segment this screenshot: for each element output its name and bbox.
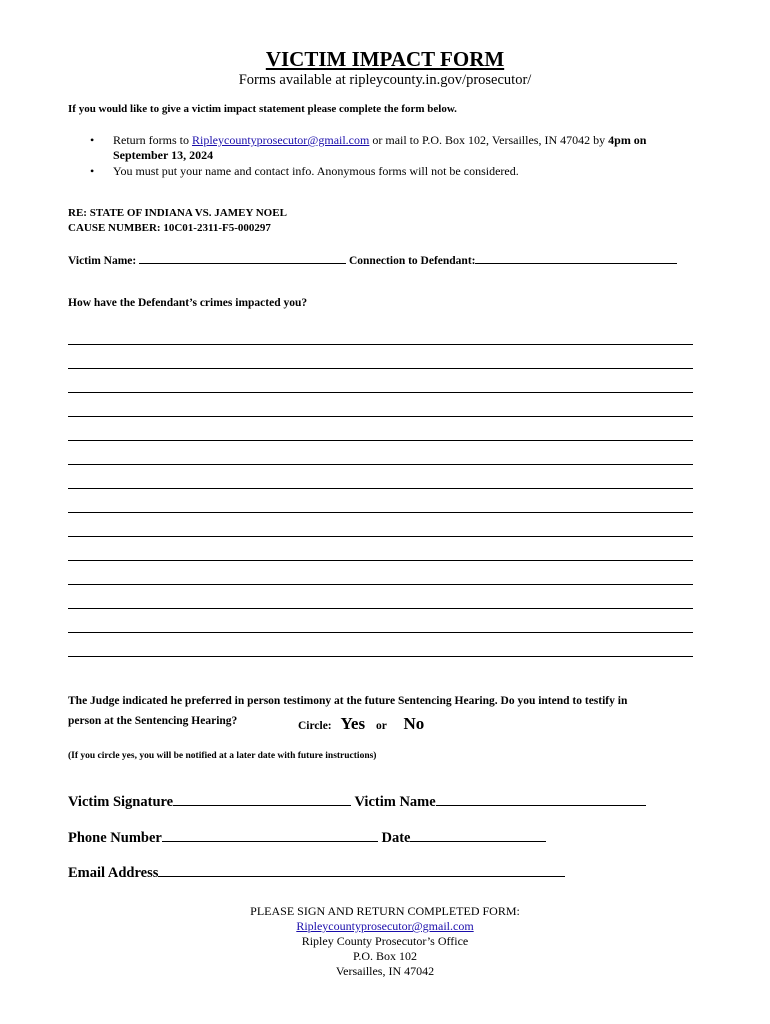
footer-office: Ripley County Prosecutor’s Office xyxy=(301,934,469,948)
phone-field[interactable] xyxy=(162,829,378,842)
bullet-anonymous-note: You must put your name and contact info. Anonymous forms will not be considered. xyxy=(113,164,519,178)
answer-line[interactable] xyxy=(68,608,693,609)
bullet-return-forms xyxy=(113,133,646,148)
victim-name-label-2: Victim Name xyxy=(351,794,436,810)
bullet-icon: • xyxy=(90,133,95,147)
footer-email-link[interactable]: Ripleycountyprosecutor@gmail.com xyxy=(296,919,474,933)
answer-line[interactable] xyxy=(68,440,693,441)
yes-option[interactable]: Yes xyxy=(340,714,366,733)
or-text: or xyxy=(375,720,387,732)
answer-line[interactable] xyxy=(68,656,693,657)
email-link[interactable]: Ripleycountyprosecutor@gmail.com xyxy=(192,133,370,147)
footer-box: P.O. Box 102 xyxy=(352,949,417,963)
footer-email-row xyxy=(0,919,770,934)
bullet-return-prefix: Return forms to xyxy=(113,133,192,147)
phone-date-row xyxy=(68,829,546,847)
date-label: Date xyxy=(377,830,411,846)
testimony-question-line1: The Judge indicated he preferred in person testimony at the future Sentencing Hearing. Do you intend to testify in xyxy=(68,695,628,707)
intro-text: If you would like to give a victim impact statement please complete the form below. xyxy=(68,103,457,115)
victim-signature-field[interactable] xyxy=(173,793,351,806)
impact-question: How have the Defendant’s crimes impacted you? xyxy=(68,297,308,309)
answer-line[interactable] xyxy=(68,344,693,345)
case-caption: RE: STATE OF INDIANA VS. JAMEY NOEL xyxy=(68,207,287,219)
phone-label: Phone Number xyxy=(68,830,162,846)
connection-label: Connection to Defendant: xyxy=(346,255,476,267)
footer-instruction: PLEASE SIGN AND RETURN COMPLETED FORM: xyxy=(250,904,520,918)
no-option[interactable]: No xyxy=(403,714,425,733)
bullet-icon: • xyxy=(90,164,95,178)
signature-row xyxy=(68,793,646,811)
answer-line[interactable] xyxy=(68,584,693,585)
email-row xyxy=(68,864,565,882)
answer-line[interactable] xyxy=(68,560,693,561)
victim-connection-row xyxy=(68,251,677,267)
victim-name-field-2[interactable] xyxy=(436,793,646,806)
connection-field[interactable] xyxy=(475,251,677,264)
answer-line[interactable] xyxy=(68,464,693,465)
form-subtitle: Forms available at ripleycounty.in.gov/prosecutor/ xyxy=(238,72,532,88)
bullet-return-middle: or mail to P.O. Box 102, Versailles, IN 47042 by xyxy=(369,133,609,147)
bullet-deadline-time: 4pm on xyxy=(608,133,647,147)
answer-line[interactable] xyxy=(68,512,693,513)
answer-line[interactable] xyxy=(68,632,693,633)
circle-label: Circle: xyxy=(298,720,332,732)
circle-options xyxy=(298,714,424,734)
answer-line[interactable] xyxy=(68,368,693,369)
form-title: VICTIM IMPACT FORM xyxy=(265,47,505,71)
email-field[interactable] xyxy=(158,864,565,877)
cause-number: CAUSE NUMBER: 10C01-2311-F5-000297 xyxy=(68,222,271,234)
victim-name-label: Victim Name: xyxy=(68,255,140,267)
email-label: Email Address xyxy=(68,865,159,881)
bullet-deadline-date: September 13, 2024 xyxy=(113,148,214,162)
victim-signature-label: Victim Signature xyxy=(68,794,174,810)
answer-line[interactable] xyxy=(68,416,693,417)
testimony-question-line2: person at the Sentencing Hearing? xyxy=(68,715,238,727)
victim-name-field[interactable] xyxy=(139,251,346,264)
date-field[interactable] xyxy=(410,829,546,842)
answer-line[interactable] xyxy=(68,536,693,537)
testimony-note: (If you circle yes, you will be notified at a later date with future instructions) xyxy=(68,751,377,761)
answer-line[interactable] xyxy=(68,488,693,489)
answer-line[interactable] xyxy=(68,392,693,393)
footer-city: Versailles, IN 47042 xyxy=(335,964,435,978)
